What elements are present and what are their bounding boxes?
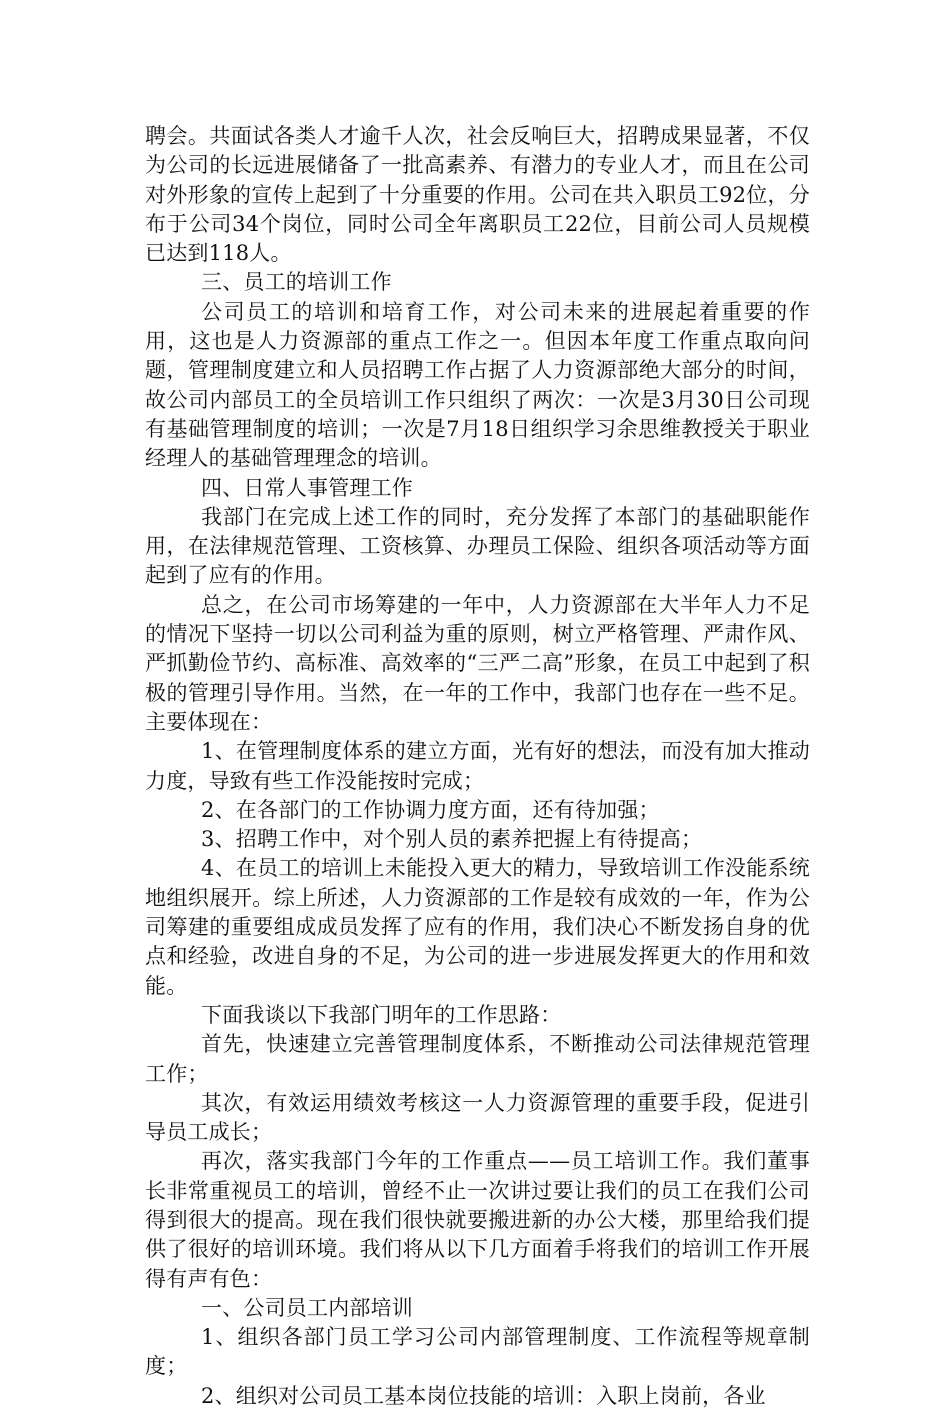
paragraph-summary: 总之，在公司市场筹建的一年中，人力资源部在大半年人力不足的情况下坚持一切以公司利益为重的原则，树立严格管理、严肃作风、严抓勤俭节约、高标准、高效率的“三严二高”形象，在员工中起到了积极的管理引导作用。当然，在一年的工作中，我部门也存在一些不足。主要体现在： (145, 592, 810, 734)
list-item-shortcoming-3: 3、招聘工作中，对个别人员的素养把握上有待提高； (201, 827, 703, 852)
section-heading-training: 三、员工的培训工作 (201, 270, 392, 295)
paragraph-plan-first: 首先，快速建立完善管理制度体系，不断推动公司法律规范管理工作； (145, 1032, 810, 1086)
document-body (145, 122, 810, 1411)
list-item-shortcoming-4: 4、在员工的培训上未能投入更大的精力，导致培训工作没能系统地组织展开。综上所述，人力资源部的工作是较有成效的一年，作为公司筹建的重要组成成员发挥了应有的作用，我们决心不断发扬自身的优点和经验，改进自身的不足，为公司的进一步进展发挥更大的作用和效能。 (145, 856, 810, 998)
list-item-shortcoming-1: 1、在管理制度体系的建立方面，光有好的想法，而没有加大推动力度，导致有些工作没能按时完成； (145, 739, 810, 793)
paragraph-plan-second: 其次，有效运用绩效考核这一人力资源管理的重要手段，促进引导员工成长； (145, 1090, 810, 1145)
list-item-shortcoming-2: 2、在各部门的工作协调力度方面，还有待加强； (201, 797, 660, 822)
paragraph-training: 公司员工的培训和培育工作，对公司未来的进展起着重要的作用，这也是人力资源部的重点工作之一。但因本年度工作重点取向问题，管理制度建立和人员招聘工作占据了人力资源部绝大部分的时间，故公司内部员工的全员培训工作只组织了两次：一次是3月30日公司现有基础管理制度的培训；一次是7月18日组织学习余思维教授关于职业经理人的基础管理理念的培训。 (145, 299, 810, 471)
section-heading-internal-training: 一、公司员工内部培训 (201, 1295, 413, 1320)
list-item-training-1: 1、组织各部门员工学习公司内部管理制度、工作流程等规章制度； (145, 1325, 810, 1379)
list-item-training-2: 2、组织对公司员工基本岗位技能的培训：入职上岗前，各业 (201, 1383, 766, 1408)
section-heading-daily-personnel: 四、日常人事管理工作 (201, 475, 413, 500)
paragraph-plan-intro: 下面我谈以下我部门明年的工作思路： (201, 1002, 562, 1027)
paragraph-daily-personnel: 我部门在完成上述工作的同时，充分发挥了本部门的基础职能作用，在法律规范管理、工资核算、办理员工保险、组织各项活动等方面起到了应有的作用。 (145, 504, 810, 588)
paragraph-plan-third: 再次，落实我部门今年的工作重点——员工培训工作。我们董事长非常重视员工的培训，曾经不止一次讲过要让我们的员工在我们公司得到很大的提高。现在我们很快就要搬进新的办公大楼，那里给我们提供了很好的培训环境。我们将从以下几方面着手将我们的培训工作开展得有声有色： (145, 1149, 810, 1291)
paragraph-continuation: 聘会。共面试各类人才逾千人次，社会反响巨大，招聘成果显著，不仅为公司的长远进展储备了一批高素养、有潜力的专业人才，而且在公司对外形象的宣传上起到了十分重要的作用。公司在共入职员工92位，分布于公司34个岗位，同时公司全年离职员工22位，目前公司人员规模已达到118人。 (145, 124, 810, 266)
